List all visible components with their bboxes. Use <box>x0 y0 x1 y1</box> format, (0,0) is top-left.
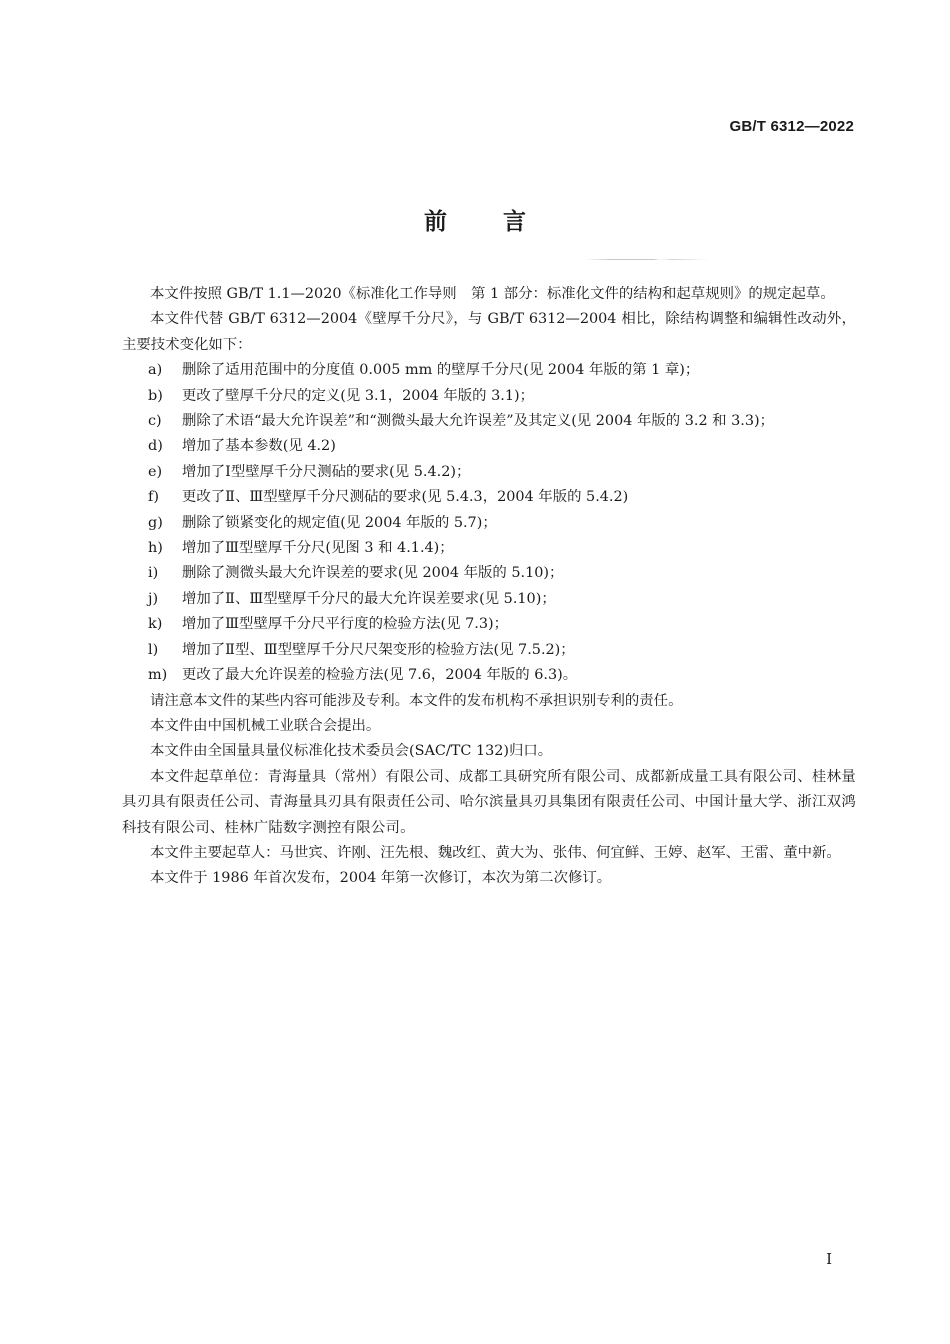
list-item-label: j) <box>148 590 159 607</box>
list-item-label: f) <box>148 489 159 506</box>
main-drafters: 本文件主要起草人：马世宾、许刚、汪先根、魏改红、黄大为、张伟、何宜鲜、王婷、赵军、王雷、董中新。 <box>150 844 841 861</box>
intro-paragraph: 本文件按照 GB/T 1.1—2020《标准化工作导则 第 1 部分：标准化文件的结构和起草规则》的规定起草。 <box>150 286 835 302</box>
list-item <box>122 587 856 612</box>
list-item <box>122 638 856 663</box>
list-item-label: e) <box>148 463 163 480</box>
list-item <box>122 536 856 561</box>
list-item-text: 删除了适用范围中的分度值 0.005 mm 的壁厚千分尺(见 2004 年版的第 1 章)； <box>182 362 700 379</box>
list-item <box>122 384 856 409</box>
proposer-statement: 本文件由中国机械工业联合会提出。 <box>150 717 381 734</box>
intro-paragraph: 本文件代替 GB/T 6312—2004《壁厚千分尺》，与 GB/T 6312—2004 相比，除结构调整和编辑性改动外，主要技术变化如下： <box>122 311 856 353</box>
list-item-text: 更改了最大允许误差的检验方法(见 7.6，2004 年版的 6.3)。 <box>182 667 578 684</box>
foreword-body <box>122 282 856 892</box>
list-item-label: d) <box>148 438 163 455</box>
list-item-label: k) <box>148 616 163 633</box>
list-item-text: 增加了Ⅱ型、Ⅲ型壁厚千分尺尺架变形的检验方法(见 7.5.2)； <box>182 641 575 658</box>
list-item-label: h) <box>148 540 163 557</box>
patent-notice: 请注意本文件的某些内容可能涉及专利。本文件的发布机构不承担识别专利的责任。 <box>150 692 683 709</box>
drafting-units: 本文件起草单位：青海量具（常州）有限公司、成都工具研究所有限公司、成都新成量工具有限公司、桂林量具刃具有限责任公司、青海量具刃具有限责任公司、哈尔滨量具刃具集团有限责任公司、中国计量大学、浙江双鸿科技有限公司、桂林广陆数字测控有限公司。 <box>122 768 856 836</box>
list-item-label: a) <box>148 362 163 379</box>
list-item <box>122 434 856 459</box>
list-item-label: l) <box>148 641 159 658</box>
list-item-text: 删除了术语“最大允许误差”和“测微头最大允许误差”及其定义(见 2004 年版的 3.2 和 3.3)； <box>182 413 775 430</box>
list-item <box>122 358 856 383</box>
list-item <box>122 511 856 536</box>
list-item-text: 删除了锁紧变化的规定值(见 2004 年版的 5.7)； <box>182 514 497 531</box>
committee-statement: 本文件由全国量具量仪标准化技术委员会(SAC/TC 132)归口。 <box>150 743 553 760</box>
list-item <box>122 663 856 688</box>
page-number: I <box>826 1250 832 1268</box>
list-item-text: 更改了Ⅱ、Ⅲ型壁厚千分尺测砧的要求(见 5.4.3，2004 年版的 5.4.2) <box>182 489 629 506</box>
list-item-text: 增加了Ⅲ型壁厚千分尺平行度的检验方法(见 7.3)； <box>182 616 508 633</box>
list-item-label: b) <box>148 387 163 404</box>
list-item-text: 删除了测微头最大允许误差的要求(见 2004 年版的 5.10)； <box>182 565 564 582</box>
list-item-label: g) <box>148 514 163 531</box>
list-item <box>122 612 856 637</box>
scan-artifact-rule <box>585 259 710 260</box>
list-item-label: m) <box>148 667 168 684</box>
list-item <box>122 409 856 434</box>
list-item-text: 增加了Ⅲ型壁厚千分尺(见图 3 和 4.1.4)； <box>182 540 454 557</box>
list-item-text: 增加了基本参数(见 4.2) <box>182 438 336 455</box>
list-item-text: 增加了Ⅱ、Ⅲ型壁厚千分尺的最大允许误差要求(见 5.10)； <box>182 590 556 607</box>
publication-history: 本文件于 1986 年首次发布，2004 年第一次修订，本次为第二次修订。 <box>150 870 612 887</box>
list-item-label: i) <box>148 565 159 582</box>
list-item-label: c) <box>148 413 162 430</box>
document-code: GB/T 6312—2022 <box>729 118 854 135</box>
list-item-text: 增加了Ⅰ型壁厚千分尺测砧的要求(见 5.4.2)； <box>182 463 471 480</box>
list-item <box>122 561 856 586</box>
list-item <box>122 460 856 485</box>
page-title: 前言 <box>424 209 582 235</box>
list-item-text: 更改了壁厚千分尺的定义(见 3.1，2004 年版的 3.1)； <box>182 387 534 404</box>
technical-changes-list <box>122 358 856 688</box>
list-item <box>122 485 856 510</box>
